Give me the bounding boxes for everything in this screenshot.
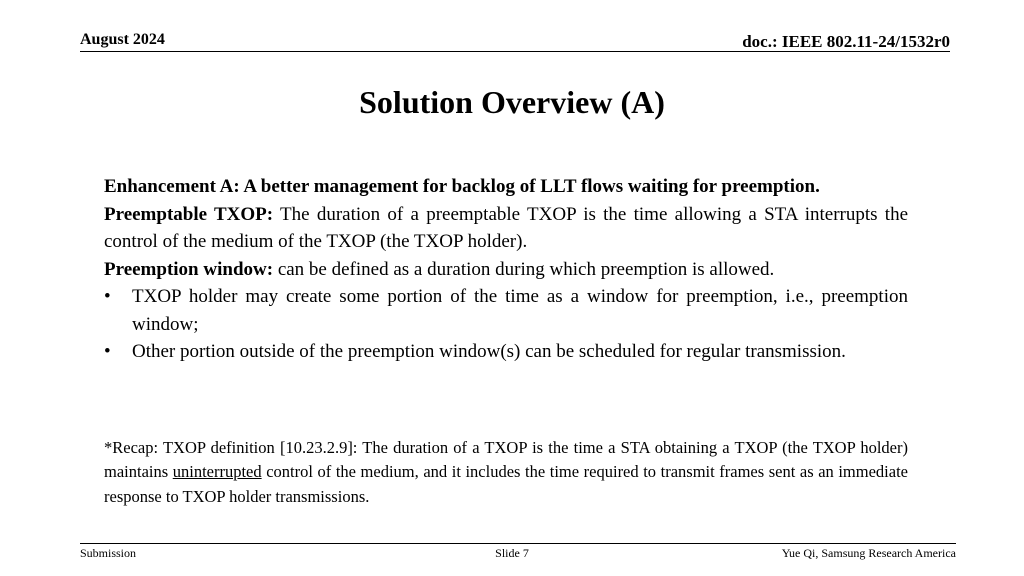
enhancement-text: Enhancement A: A better management for backlog of LLT flows waiting for preemption.: [104, 176, 820, 197]
header-date: August 2024: [80, 31, 165, 48]
preemptable-txop-term: Preemptable TXOP:: [104, 203, 274, 225]
preemption-window-term: Preemption window:: [104, 258, 274, 280]
footer-author: Yue Qi, Samsung Research America: [781, 546, 956, 560]
slide-body: [104, 173, 908, 366]
preemptable-txop-definition: The duration of a preemptable TXOP is the time allowing a STA interrupts the control of the medium of the TXOP (the TXOP holder).: [104, 203, 908, 252]
preemption-window-paragraph: [104, 256, 908, 284]
bullet-marker: •: [104, 341, 111, 362]
preemptable-txop-paragraph: [104, 201, 908, 256]
bullet-item: [104, 283, 908, 338]
recap-note: [104, 436, 908, 510]
footer-slide-number: Slide 7: [495, 546, 529, 560]
enhancement-statement: [104, 173, 908, 201]
bullet-text: TXOP holder may create some portion of the time as a window for preemption, i.e., preemption window;: [132, 286, 908, 335]
footer-divider: [80, 543, 956, 544]
recap-text-before: *Recap: TXOP definition [10.23.2.9]: The duration of a TXOP is the time a STA obtaining a TXOP (the TXOP holder) maintains: [104, 437, 908, 481]
bullet-item: [104, 338, 908, 366]
recap-text-after: control of the medium, and it includes the time required to transmit frames sent as an immediate response to TXOP holder transmissions.: [104, 462, 908, 506]
slide-title: Solution Overview (A): [359, 84, 665, 120]
header-doc-id: doc.: IEEE 802.11-24/1532r0: [742, 32, 950, 51]
bullet-marker: •: [104, 286, 111, 307]
footer-submission: Submission: [80, 546, 137, 560]
bullet-list: [104, 283, 908, 366]
recap-underlined-word: uninterrupted: [172, 462, 262, 481]
preemption-window-definition: can be defined as a duration during which preemption is allowed.: [273, 258, 775, 280]
bullet-text: Other portion outside of the preemption window(s) can be scheduled for regular transmission.: [132, 341, 846, 362]
header-divider: [80, 51, 950, 52]
